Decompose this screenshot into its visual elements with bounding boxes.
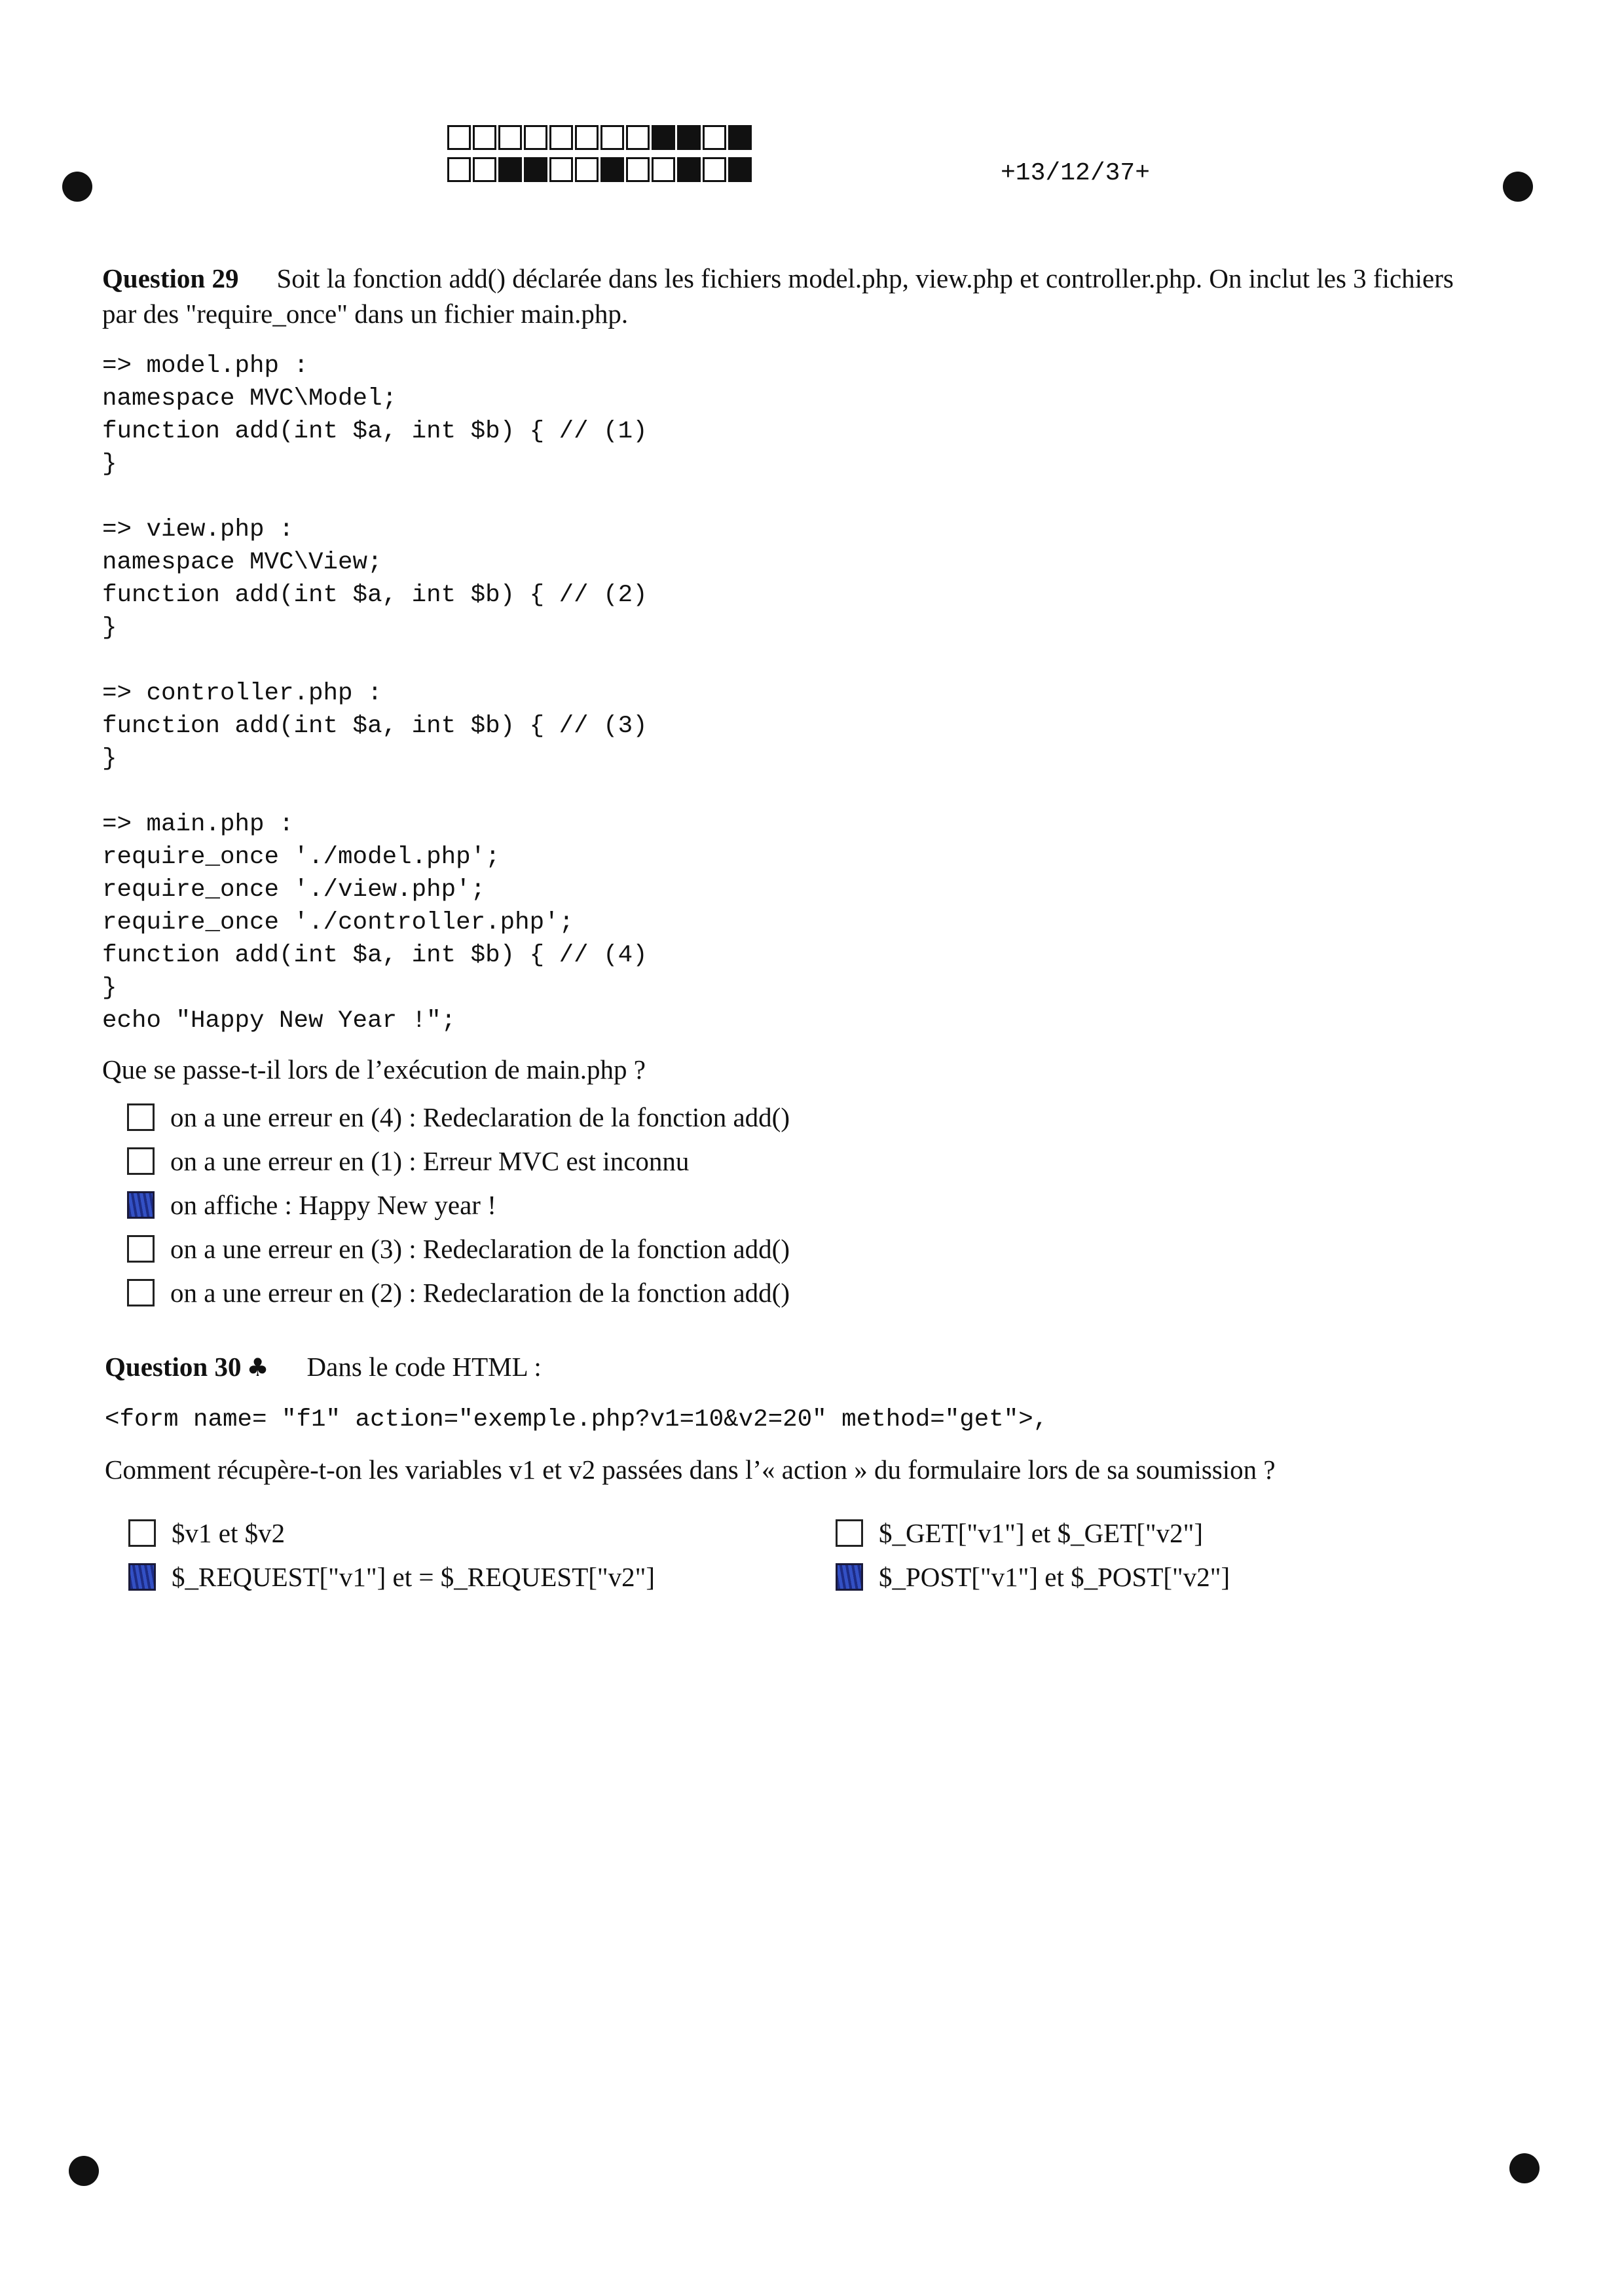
barcode-row-2 xyxy=(447,157,754,182)
question-30 xyxy=(105,1349,1513,1599)
answer-option[interactable] xyxy=(128,1555,836,1599)
barcode-cell xyxy=(473,125,496,150)
answer-label: on affiche : Happy New year ! xyxy=(170,1189,496,1220)
corner-marker-top-left xyxy=(62,172,92,202)
corner-marker-bottom-left xyxy=(69,2156,99,2186)
barcode-cell xyxy=(600,157,624,182)
answer-option[interactable] xyxy=(127,1139,1510,1183)
barcode-cell xyxy=(498,125,522,150)
barcode-cell xyxy=(447,157,471,182)
code-main: => main.php : require_once './model.php'; require_once './view.php'; require_once './controller.php'; function add(int $a, int $b) { // (4) } echo "Happy New Year !"; xyxy=(102,811,648,1035)
answer-option[interactable] xyxy=(127,1183,1510,1227)
question-29-text-line1: Soit la fonction add() déclarée dans les fichiers model.php, view.php et controller.php. On inclut les 3 fichiers xyxy=(276,263,1454,293)
question-29-number: Question 29 xyxy=(102,263,239,293)
question-29-text-line2: par des "require_once" dans un fichier main.php. xyxy=(102,299,629,329)
answer-label: on a une erreur en (3) : Redeclaration de la fonction add() xyxy=(170,1233,790,1264)
answer-option[interactable] xyxy=(128,1511,836,1555)
code-controller: => controller.php : function add(int $a, int $b) { // (3) } xyxy=(102,680,648,773)
barcode-cell xyxy=(575,125,599,150)
barcode-cell xyxy=(473,157,496,182)
checkbox[interactable] xyxy=(127,1103,155,1131)
page-id: +13/12/37+ xyxy=(1001,159,1151,187)
checkbox[interactable] xyxy=(127,1279,155,1306)
barcode-cell xyxy=(728,157,752,182)
answer-label: $_POST["v1"] et $_POST["v2"] xyxy=(879,1561,1230,1592)
club-icon: ♣ xyxy=(246,1353,269,1382)
answer-label: $v1 et $v2 xyxy=(172,1517,286,1548)
barcode-cell xyxy=(447,125,471,150)
barcode-cell xyxy=(728,125,752,150)
code-view: => view.php : namespace MVC\View; function add(int $a, int $b) { // (2) } xyxy=(102,516,648,642)
code-form: <form name= "f1" action="exemple.php?v1=10&v2=20" method="get">, xyxy=(105,1406,1048,1434)
corner-marker-top-right xyxy=(1503,172,1533,202)
barcode-cell xyxy=(703,125,726,150)
question-30-answers xyxy=(128,1511,1513,1599)
checkbox[interactable] xyxy=(127,1147,155,1175)
answer-option[interactable] xyxy=(836,1511,1543,1555)
answer-option[interactable] xyxy=(127,1270,1510,1314)
checkbox[interactable] xyxy=(836,1563,863,1591)
checkbox[interactable] xyxy=(127,1191,155,1219)
answer-option[interactable] xyxy=(127,1227,1510,1270)
barcode-cell xyxy=(652,125,675,150)
checkbox[interactable] xyxy=(128,1519,156,1547)
question-29 xyxy=(102,261,1510,1314)
answer-label: $_REQUEST["v1"] et = $_REQUEST["v2"] xyxy=(172,1561,655,1592)
checkbox[interactable] xyxy=(836,1519,863,1547)
question-29-prompt: Que se passe-t-il lors de l’exécution de main.php ? xyxy=(102,1054,646,1084)
barcode-cell xyxy=(524,157,547,182)
barcode-cell xyxy=(498,157,522,182)
code-model: => model.php : namespace MVC\Model; function add(int $a, int $b) { // (1) } xyxy=(102,352,648,478)
question-30-prompt: Comment récupère-t-on les variables v1 et v2 passées dans l’« action » du formulaire lors de sa soumission ? xyxy=(105,1454,1276,1485)
barcode-cell xyxy=(626,125,650,150)
barcode-cell xyxy=(549,157,573,182)
barcode-cell xyxy=(575,157,599,182)
question-30-statement xyxy=(105,1349,1513,1385)
question-29-answers xyxy=(127,1095,1510,1314)
barcode-cell xyxy=(703,157,726,182)
barcode-cell xyxy=(549,125,573,150)
barcode-cell xyxy=(677,157,701,182)
barcode-row-1 xyxy=(447,125,754,150)
answer-option[interactable] xyxy=(836,1555,1543,1599)
checkbox[interactable] xyxy=(127,1235,155,1263)
answer-label: on a une erreur en (1) : Erreur MVC est inconnu xyxy=(170,1145,690,1176)
question-29-statement xyxy=(102,261,1510,331)
barcode-cell xyxy=(626,157,650,182)
answer-label: $_GET["v1"] et $_GET["v2"] xyxy=(879,1517,1204,1548)
question-30-text: Dans le code HTML : xyxy=(306,1352,542,1382)
answer-label: on a une erreur en (4) : Redeclaration de la fonction add() xyxy=(170,1102,790,1132)
answer-option[interactable] xyxy=(127,1095,1510,1139)
question-30-number: Question 30 xyxy=(105,1352,242,1382)
barcode-cell xyxy=(652,157,675,182)
checkbox[interactable] xyxy=(128,1563,156,1591)
barcode-cell xyxy=(677,125,701,150)
barcode-cell xyxy=(524,125,547,150)
answer-label: on a une erreur en (2) : Redeclaration de la fonction add() xyxy=(170,1277,790,1308)
corner-marker-bottom-right xyxy=(1509,2153,1540,2183)
barcode-cell xyxy=(600,125,624,150)
